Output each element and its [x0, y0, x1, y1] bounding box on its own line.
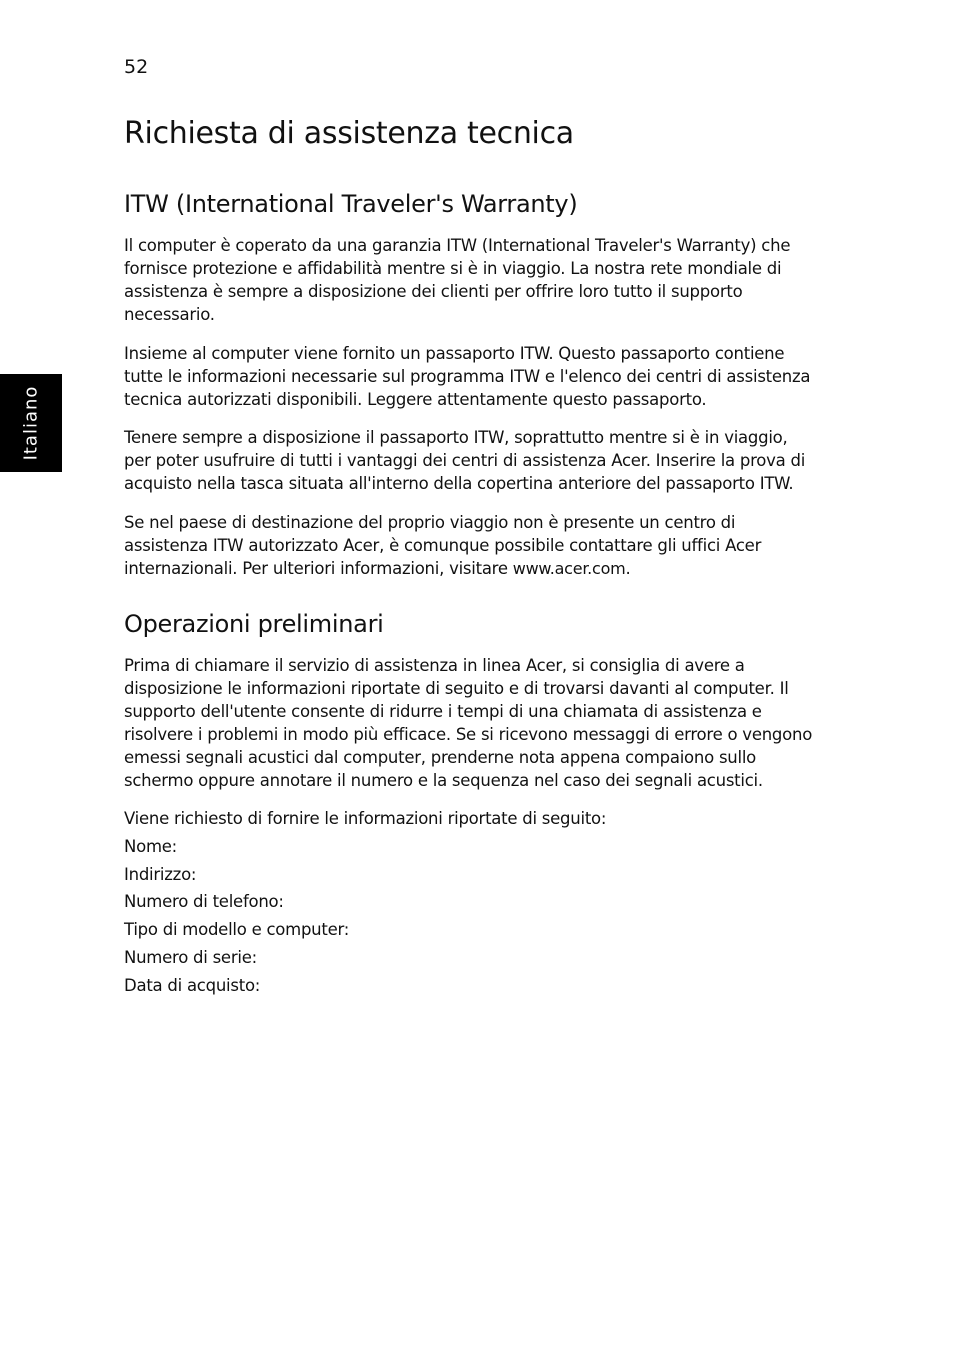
page-content	[124, 114, 814, 1002]
itw-paragraph-4-end: .	[625, 558, 631, 578]
itw-paragraph-1: Il computer è coperato da una garanzia ITW (International Traveler's Warranty) che fornisce protezione e affidabilità mentre si è in viaggio. La nostra rete mondiale di assistenza è sempre a disposizione dei clienti per offrire loro tutto il supporto necessario.	[124, 236, 791, 324]
page-title: Richiesta di assistenza tecnica	[124, 116, 574, 151]
info-field-name: Nome:	[124, 836, 177, 856]
info-field-list	[124, 835, 814, 997]
info-field-purchase-date: Data di acquisto:	[124, 975, 261, 995]
info-field-model: Tipo di modello e computer:	[124, 920, 350, 940]
prelim-paragraph-1: Prima di chiamare il servizio di assistenza in linea Acer, si consiglia di avere a disposizione le informazioni riportate di seguito e di trovarsi davanti al computer. Il supporto dell'utente consente di ridurre i tempi di una chiamata di assistenza e risolvere i problemi in modo più efficace. Se si ricevono messaggi di errore o vengono emessi segnali acustici dal computer, prenderne nota appena compaiono sullo schermo oppure annotare il numero e la sequenza nel caso dei segnali acustici.	[124, 655, 813, 790]
acer-website-link[interactable]: www.acer.com	[512, 558, 626, 578]
itw-paragraph-2: Insieme al computer viene fornito un passaporto ITW. Questo passaporto contiene tutte le informazioni necessarie sul programma ITW e l'elenco dei centri di assistenza tecnica autorizzati disponibili. Leggere attentamente questo passaporto.	[124, 343, 811, 409]
info-field-serial: Numero di serie:	[124, 947, 257, 967]
language-side-tab-label: Italiano	[20, 385, 42, 461]
language-side-tab	[0, 374, 62, 472]
itw-paragraph-3: Tenere sempre a disposizione il passaporto ITW, soprattutto mentre si è in viaggio, per poter usufruire di tutti i vantaggi dei centri di assistenza Acer. Inserire la prova di acquisto nella tasca situata all'interno della copertina anteriore del passaporto ITW.	[124, 428, 806, 493]
prelim-paragraph-2: Viene richiesto di fornire le informazioni riportate di seguito:	[124, 809, 607, 828]
info-field-phone: Numero di telefono:	[124, 892, 284, 912]
itw-heading: ITW (International Traveler's Warranty)	[124, 190, 578, 218]
itw-paragraph-4	[124, 511, 814, 580]
page-number: 52	[124, 56, 149, 78]
prelim-heading: Operazioni preliminari	[124, 609, 384, 638]
itw-paragraph-4-text: Se nel paese di destinazione del proprio viaggio non è presente un centro di assistenza ITW autorizzato Acer, è comunque possibile contattare gli uffici Acer internazionali. Per ulteriori informazioni, visitare	[124, 512, 762, 578]
info-field-address: Indirizzo:	[124, 864, 197, 884]
